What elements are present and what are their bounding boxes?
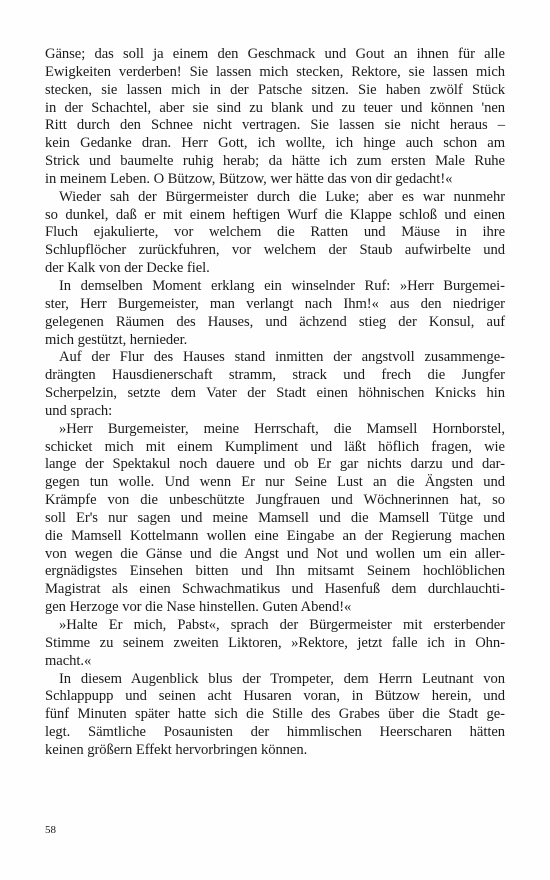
- text-line: kein Gedanke dran. Herr Gott, ich wollte, ich hinge auch schon am: [45, 135, 505, 152]
- text-line: Auf der Flur des Hauses stand inmitten der angstvoll zusammenge-: [59, 349, 505, 366]
- text-line: »Halte Er mich, Pabst«, sprach der Bürgermeister mit ersterbender: [59, 617, 505, 633]
- body-text: [45, 46, 505, 760]
- text-line: und sprach:: [45, 402, 113, 419]
- text-line: so dunkel, daß er mit einem heftigen Wurf die Klappe schloß und einen: [45, 206, 505, 223]
- text-line: soll Er's nur sagen und meine Mamsell und die Mamsell Tütge und: [45, 509, 505, 526]
- text-line: mich gestützt, hernieder.: [45, 331, 188, 348]
- text-line: Stimme zu seinem zweiten Liktoren, »Rektore, jetzt falle ich in Ohn-: [45, 634, 505, 651]
- text-line: legt. Sämtliche Posaunisten der himmlischen Heerscharen hätten: [45, 724, 505, 741]
- text-line: ster, Herr Burgemeister, man verlangt nach Ihm!« aus den niedriger: [45, 295, 505, 312]
- text-line: Krämpfe von die unbeschützte Jungfrauen und Wöchnerinnen hat, so: [45, 492, 505, 509]
- text-line: in der Schachtel, aber sie sind zu blank und zu teuer und können 'nen: [45, 99, 505, 116]
- text-line: Gänse; das soll ja einem den Geschmack und Gout an ihnen für alle: [45, 46, 505, 62]
- text-line: keinen größern Effekt hervorbringen können.: [45, 741, 308, 758]
- text-line: schicket mich mit einem Kumpliment und läßt höflich fragen, wie: [45, 438, 505, 455]
- text-line: Scherpelzin, setzte dem Vater der Stadt einen höhnischen Knicks hin: [45, 385, 505, 402]
- text-line: In diesem Augenblick blus der Trompeter, dem Herrn Leutnant von: [59, 670, 505, 687]
- text-line: »Herr Burgemeister, meine Herrschaft, die Mamsell Hornborstel,: [59, 420, 505, 437]
- text-line: Wieder sah der Bürgermeister durch die Luke; aber es war nunmehr: [59, 188, 505, 205]
- text-line: In demselben Moment erklang ein winselnder Ruf: »Herr Burgemei-: [59, 277, 505, 294]
- page-number: 58: [45, 824, 56, 836]
- text-line: gelegenen Räumen des Hauses, und ächzend stieg der Konsul, auf: [45, 313, 505, 330]
- text-line: Ritt durch den Schnee nicht vertragen. Sie lassen sie nicht heraus –: [45, 117, 505, 134]
- text-line: von wegen die Gänse und die Angst und Not und wollen um ein aller-: [45, 545, 505, 562]
- text-line: gen Herzoge vor die Nase hinstellen. Guten Abend!«: [45, 599, 352, 616]
- text-line: ergnädigstes Einsehen bitten und Ihn mitsamt Seinem hochlöblichen: [45, 563, 505, 580]
- text-line: Magistrat als einen Schwachmatikus und Hasenfuß dem durchlauchti-: [45, 581, 505, 598]
- text-line: Schlupflöcher zurückfuhren, vor welchem der Staub aufwirbelte und: [45, 242, 505, 259]
- text-line: macht.«: [45, 652, 92, 669]
- text-line: in meinem Leben. O Bützow, Bützow, wer hätte das von dir gedacht!«: [45, 170, 453, 187]
- text-line: lange der Spektakul noch dauere und ob Er gar nichts darzu und dar-: [45, 456, 505, 473]
- text-line: stecken, sie lassen mich in der Patsche sitzen. Sie haben zwölf Stück: [45, 81, 505, 98]
- text-line: fünf Minuten später hatte sich die Stille des Grabes über die Stadt ge-: [45, 706, 505, 723]
- text-line: die Mamsell Kottelmann wollen eine Eingabe an der Regierung machen: [45, 527, 505, 544]
- text-line: Fluch ejakulierte, vor welchem die Ratten und Mäuse in ihre: [45, 224, 505, 241]
- text-line: drängten Hausdienerschaft stramm, strack und frech die Jungfer: [45, 367, 505, 384]
- text-line: Ewigkeiten verderben! Sie lassen mich stecken, Rektore, sie lassen mich: [45, 63, 505, 80]
- text-line: der Kalk von der Decke fiel.: [45, 260, 210, 277]
- text-line: Schlappupp und seinen acht Husaren voran, in Bützow herein, und: [45, 688, 505, 705]
- text-line: Strick und baumelte ruhig herab; da hätte ich zum ersten Male Ruhe: [45, 153, 505, 170]
- text-line: gegen tun wolle. Und wenn Er nur Seine Lust an die Ängsten und: [45, 474, 505, 491]
